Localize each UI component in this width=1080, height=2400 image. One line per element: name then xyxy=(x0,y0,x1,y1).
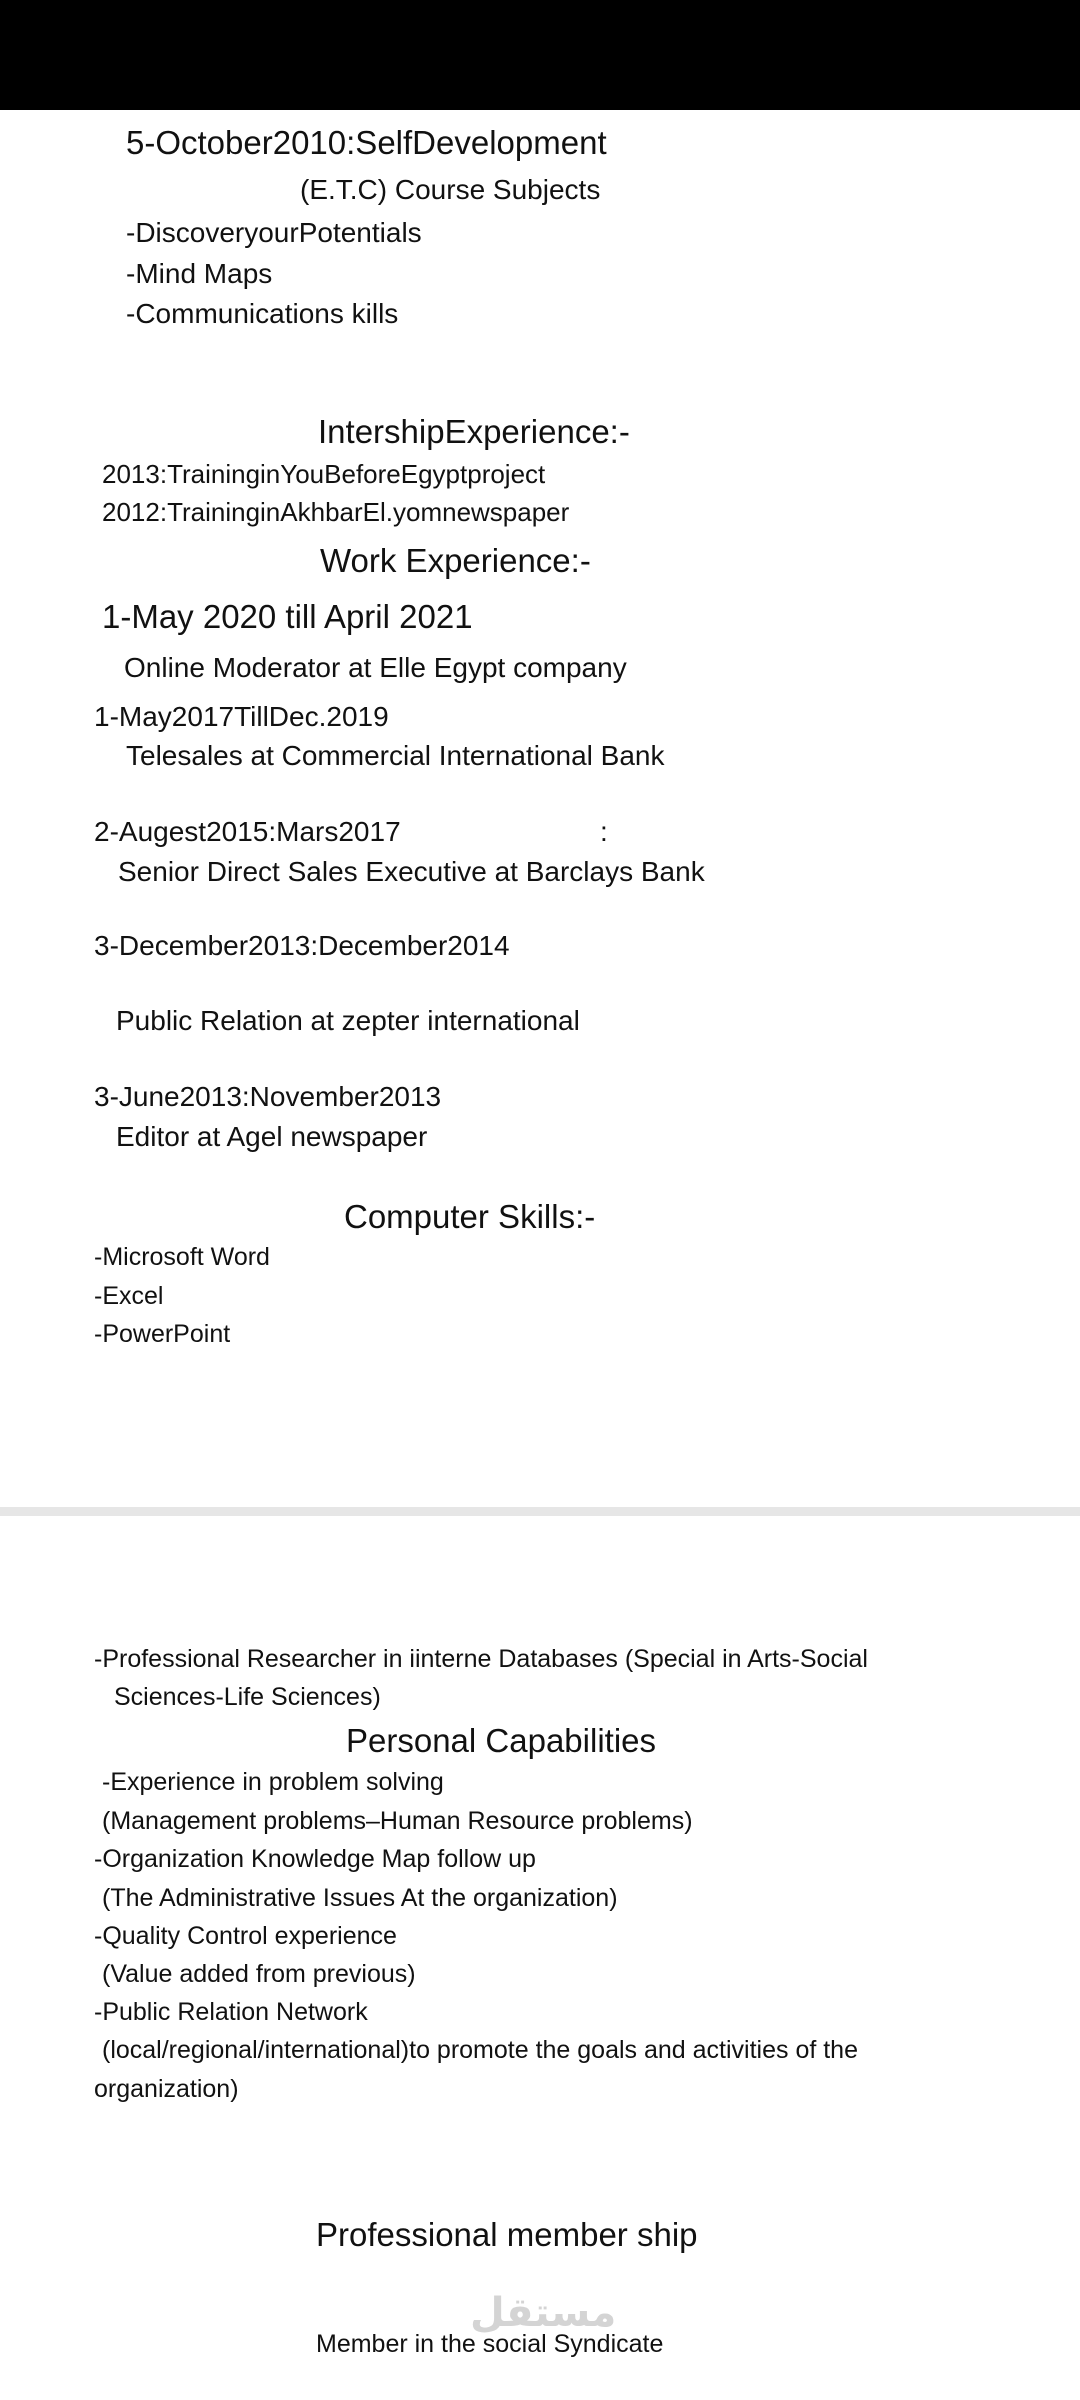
computer-skill-item: -Microsoft Word xyxy=(94,1243,270,1271)
job-period: 3-December2013:December2014 xyxy=(94,930,510,961)
internship-heading: IntershipExperience:- xyxy=(318,413,630,450)
top-black-bar xyxy=(0,0,1080,110)
capability-line: organization) xyxy=(94,2075,239,2103)
job-role: Public Relation at zepter international xyxy=(116,1005,580,1036)
course-item: -Communications kills xyxy=(126,298,399,329)
job-period: 3-June2013:November2013 xyxy=(94,1081,442,1112)
job-period: 1-May2017TillDec.2019 xyxy=(94,701,389,732)
job-role: Telesales at Commercial International Bank xyxy=(126,740,665,771)
job-role: Online Moderator at Elle Egypt company xyxy=(124,652,627,683)
capability-line: -Experience in problem solving xyxy=(102,1768,444,1796)
computer-skill-item: -PowerPoint xyxy=(94,1320,231,1348)
course-item: -DiscoveryourPotentials xyxy=(126,217,422,248)
page-divider xyxy=(0,1507,1080,1516)
stray-colon: : xyxy=(600,816,608,847)
capability-line: -Public Relation Network xyxy=(94,1998,368,2026)
capability-line: (The Administrative Issues At the organization) xyxy=(102,1884,618,1912)
course-line: 5-October2010:SelfDevelopment xyxy=(126,124,607,161)
capability-line: -Organization Knowledge Map follow up xyxy=(94,1845,536,1873)
computer-skill-item: -Excel xyxy=(94,1282,164,1310)
capability-line: (Management problems–Human Resource problems) xyxy=(102,1807,693,1835)
capability-line: (local/regional/international)to promote the goals and activities of the xyxy=(102,2036,858,2064)
computer-skills-heading: Computer Skills:- xyxy=(344,1198,596,1235)
job-role: Editor at Agel newspaper xyxy=(116,1121,428,1152)
researcher-line: Sciences-Life Sciences) xyxy=(114,1683,381,1711)
professional-membership-heading: Professional member ship xyxy=(316,2216,698,2253)
work-experience-heading: Work Experience:- xyxy=(320,542,591,579)
internship-item: 2012:TraininginAkhbarEl.yomnewspaper xyxy=(102,497,570,527)
job-period: 2-Augest2015:Mars2017 xyxy=(94,816,401,847)
researcher-line: -Professional Researcher in iinterne Databases (Special in Arts-Social xyxy=(94,1645,868,1673)
job-period: 1-May 2020 till April 2021 xyxy=(102,598,473,635)
internship-item: 2013:TraininginYouBeforeEgyptproject xyxy=(102,459,546,489)
watermark-logo: مستقل xyxy=(470,2290,617,2336)
membership-item: Member in the social Syndicate xyxy=(316,2330,664,2358)
personal-capabilities-heading: Personal Capabilities xyxy=(346,1722,657,1759)
capability-line: (Value added from previous) xyxy=(102,1960,416,1988)
course-subtitle: (E.T.C) Course Subjects xyxy=(300,174,601,205)
capability-line: -Quality Control experience xyxy=(94,1922,397,1950)
course-item: -Mind Maps xyxy=(126,258,273,289)
job-role: Senior Direct Sales Executive at Barclays Bank xyxy=(118,856,705,887)
